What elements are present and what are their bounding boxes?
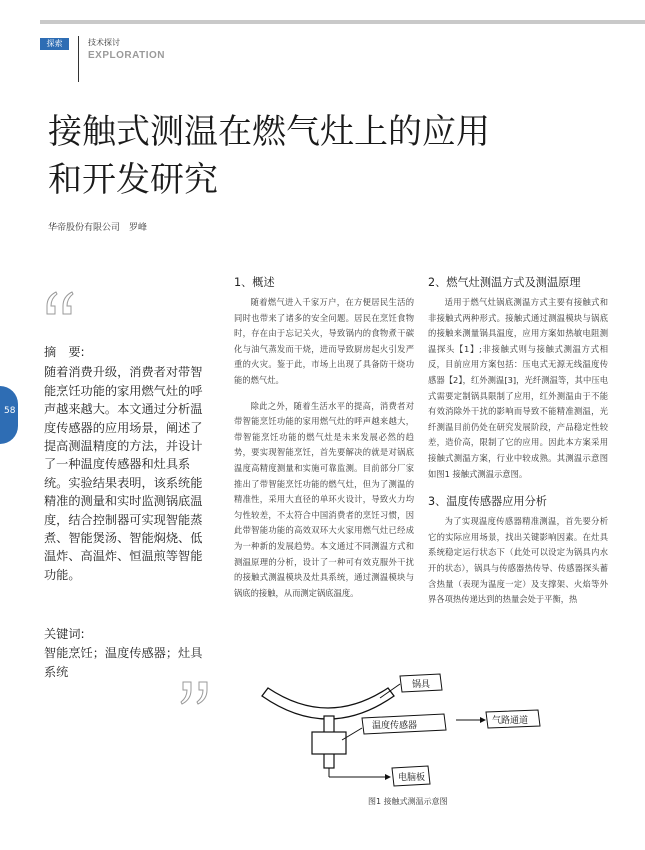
keywords-text: 智能烹饪；温度传感器；灶具系统 bbox=[44, 646, 203, 679]
section-1-paragraph-2: 除此之外，随着生活水平的提高，消费者对带智能烹饪功能的家用燃气灶的呼声越来越大，带智能烹饪功能的燃气灶是未来发展必然的趋势，要实现智能烹饪，首先要解决的就是对锅底温度高精度测量和实施可靠监测。目前部分厂家推出了带智能烹饪功能的燃气灶，但为了测温的精准性，采用大直径的单环火设计，导致火力均匀性较差，不太符合中国消费者的烹饪习惯，因此带智能功能的高效双环大火家用燃气灶已经成为一种新的发展趋势。本文通过不同测温方式和测温原理的分析，设计了一种可有效克服外干扰的接触式测温模块及灶具系统，通过测温模块与锅底的接触，从而测定锅底温度。 bbox=[234, 400, 414, 598]
sensor-body bbox=[312, 732, 346, 754]
label-board-box bbox=[392, 766, 430, 786]
title-line-1: 接触式测温在燃气灶上的应用 bbox=[48, 112, 490, 152]
label-pot: 锅具 bbox=[412, 680, 431, 690]
title-line-2: 和开发研究 bbox=[48, 160, 218, 200]
pot-shape bbox=[262, 688, 394, 719]
section-3-paragraph-1: 为了实现温度传感器精准测温，首先要分析它的实际应用场景，找出关键影响因素。在灶具系统稳定运行状态下（此处可以设定为锅具内水开的状态），锅具与传感器热传导、传感器探头蓄含热量（表现为温度一定）及支撑架、火焰等外界各项热传递达到的热量会处于平衡，热 bbox=[428, 516, 608, 605]
column-right bbox=[428, 275, 608, 608]
keywords bbox=[44, 625, 212, 682]
top-rule bbox=[40, 20, 645, 24]
label-sensor-box bbox=[362, 714, 446, 734]
label-channel-box bbox=[486, 710, 540, 728]
section-1-heading: 1、概述 bbox=[234, 276, 275, 289]
article-title bbox=[48, 108, 608, 204]
label-sensor: 温度传感器 bbox=[372, 721, 418, 731]
keywords-label: 关键词: bbox=[44, 627, 85, 641]
open-quote-icon bbox=[44, 290, 76, 316]
label-channel: 气路通道 bbox=[492, 716, 529, 726]
section-tag: 探索 bbox=[40, 38, 69, 50]
label-board: 电脑板 bbox=[398, 773, 426, 783]
abstract-text: 随着消费升级，消费者对带智能烹饪功能的家用燃气灶的呼声越来越大。本文通过分析温度传感器的应用场景，阐述了提高测温精度的方法，并设计了一种温度传感器和灶具系统。实验结果表明，该系统能精准的测量和实时监测锅底温度，结合控制器可实现智能蒸煮、智能煲汤、智能焖烧、低温炸、高温炸、恒温煎等智能功能。 bbox=[44, 365, 203, 582]
section-name-en: EXPLORATION bbox=[88, 50, 165, 61]
abstract bbox=[44, 343, 212, 584]
section-3-heading: 3、温度传感器应用分析 bbox=[428, 495, 547, 509]
figure-1-diagram bbox=[230, 670, 550, 790]
section-1-paragraph-1: 随着燃气进入千家万户，在方便居民生活的同时也带来了诸多的安全问题。居民在烹饪食物时，存在由于忘记关火，导致锅内的食物煮干碳化与油气蒸发而干烧，进而导致厨房起火引发严重的火灾。鉴于此，市场上出现了具备防干烧功能的燃气灶。 bbox=[234, 297, 414, 385]
author-line: 华帝股份有限公司 罗峰 bbox=[48, 223, 148, 233]
section-2-heading: 2、燃气灶测温方式及测温原理 bbox=[428, 276, 581, 289]
column-middle bbox=[234, 275, 414, 601]
page-number: 58 bbox=[4, 406, 16, 416]
header-divider bbox=[78, 36, 79, 82]
section-2-paragraph-1: 适用于燃气灶锅底测温方式主要有接触式和非接触式两种形式。接触式通过测温模块与锅底的接触来测量锅具温度，应用方案如热敏电阻测温探头【1】;非接触式则与接触式测温方式相反，目前应用方案包括：压电式无源无线温度传感器【2】，红外测温[3]，光纤测温等，其中压电式需要定制锅具限制了应用，红外测温由于不能有效消除外干扰的影响而导致不能精准测温，光纤测温目前仍处在研究发展阶段，产品稳定性较差，造价高，限制了它的应用。因此本方案采用接触式测温方案，行业中较成熟。其测温示意图如图1 接触式测温示意图。 bbox=[428, 297, 608, 479]
figure-caption: 图1 接触式测温示意图 bbox=[368, 797, 448, 806]
label-pot-box bbox=[400, 674, 442, 692]
close-quote-icon bbox=[178, 680, 210, 706]
section-name-cn: 技术探讨 bbox=[88, 38, 120, 47]
abstract-label: 摘 要: bbox=[44, 345, 85, 359]
